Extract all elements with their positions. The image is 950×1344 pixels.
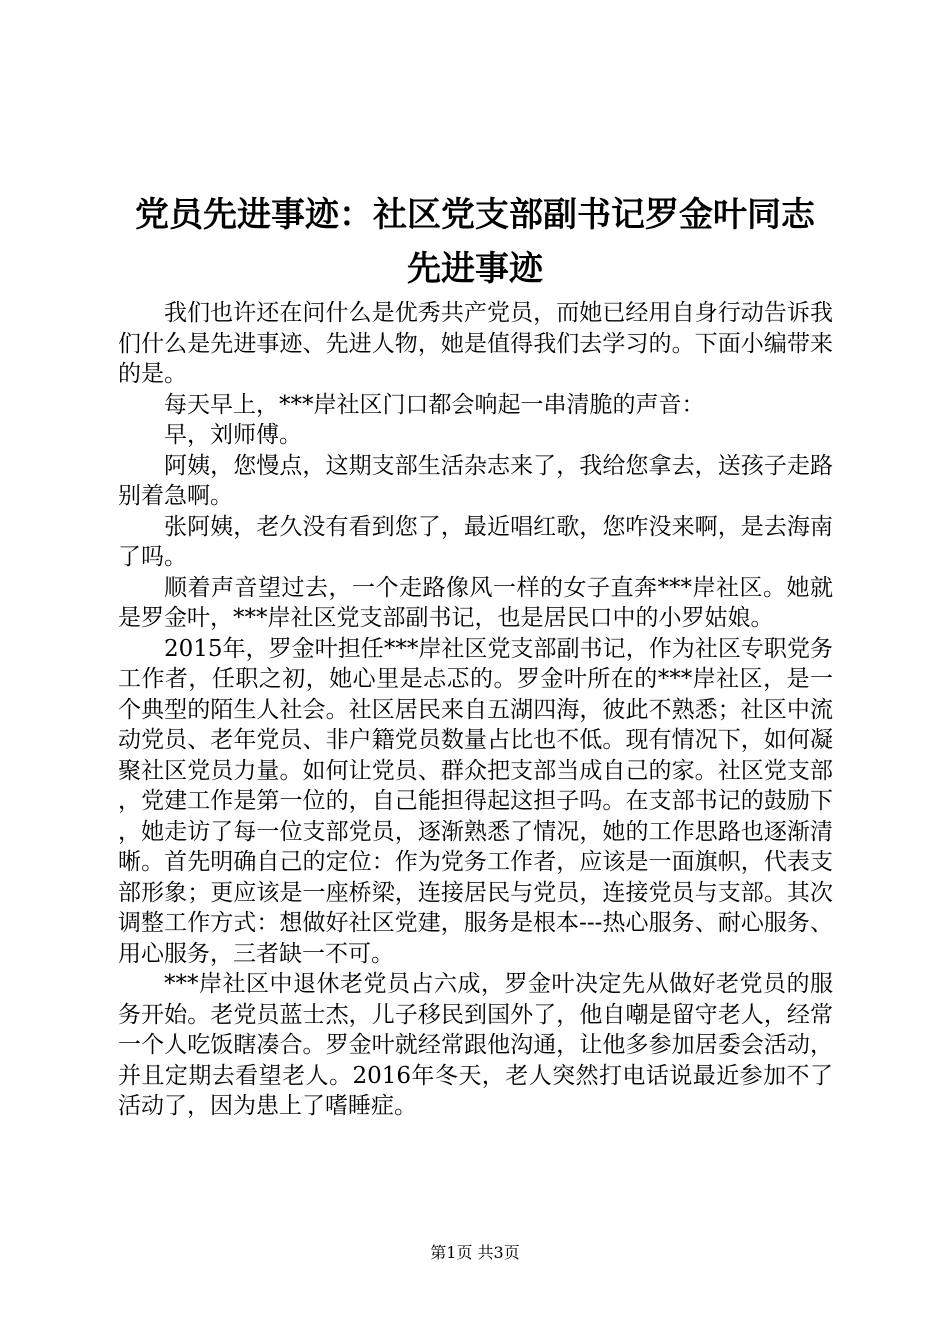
- paragraph: 我们也许还在问什么是优秀共产党员，而她已经用自身行动告诉我们什么是先进事迹、先进人物，她是值得我们去学习的。下面小编带来的是。: [118, 300, 833, 387]
- paragraph: 顺着声音望过去，一个走路像风一样的女子直奔***岸社区。她就是罗金叶，***岸社区党支部副书记，也是居民口中的小罗姑娘。: [118, 574, 833, 631]
- paragraph: 2015年，罗金叶担任***岸社区党支部副书记，作为社区专职党务工作者，任职之初，她心里是忐忑的。罗金叶所在的***岸社区，是一个典型的陌生人社会。社区居民来自五湖四海，彼此不熟悉；社区中流动党员、老年党员、非户籍党员数量占比也不低。现有情况下，如何凝聚社区党员力量。如何让党员、群众把支部当成自己的家。社区党支部，党建工作是第一位的，自己能担得起这担子吗。在支部书记的鼓励下，她走访了每一位支部党员，逐渐熟悉了情况，她的工作思路也逐渐清晰。首先明确自己的定位：作为党务工作者，应该是一面旗帜，代表支部形象；更应该是一座桥梁，连接居民与党员，连接党员与支部。其次调整工作方式：想做好社区党建，服务是根本---热心服务、耐心服务、用心服务，三者缺一不可。: [118, 635, 833, 967]
- title-line-1: 党员先进事迹：社区党支部副书记罗金叶同志: [135, 195, 815, 235]
- page-number-footer: 第1页 共3页: [430, 1243, 520, 1262]
- paragraph: 早，刘师傅。: [164, 422, 302, 448]
- paragraph: 每天早上，***岸社区门口都会响起一串清脆的声音：: [164, 391, 705, 418]
- document-body: [118, 298, 833, 1122]
- title-line-2: 先进事迹: [407, 249, 543, 289]
- paragraph: 张阿姨，老久没有看到您了，最近唱红歌，您咋没来啊，是去海南了吗。: [118, 513, 833, 570]
- paragraph: 阿姨，您慢点，这期支部生活杂志来了，我给您拿去，送孩子走路别着急啊。: [118, 452, 833, 509]
- paragraph: ***岸社区中退休老党员占六成，罗金叶决定先从做好老党员的服务开始。老党员蓝士杰，儿子移民到国外了，他自嘲是留守老人，经常一个人吃饭瞎凑合。罗金叶就经常跟他沟通，让他多参加居委会活动，并且定期去看望老人。2016年冬天，老人突然打电话说最近参加不了活动了，因为患上了嗜睡症。: [118, 971, 833, 1119]
- document-title: [110, 188, 840, 296]
